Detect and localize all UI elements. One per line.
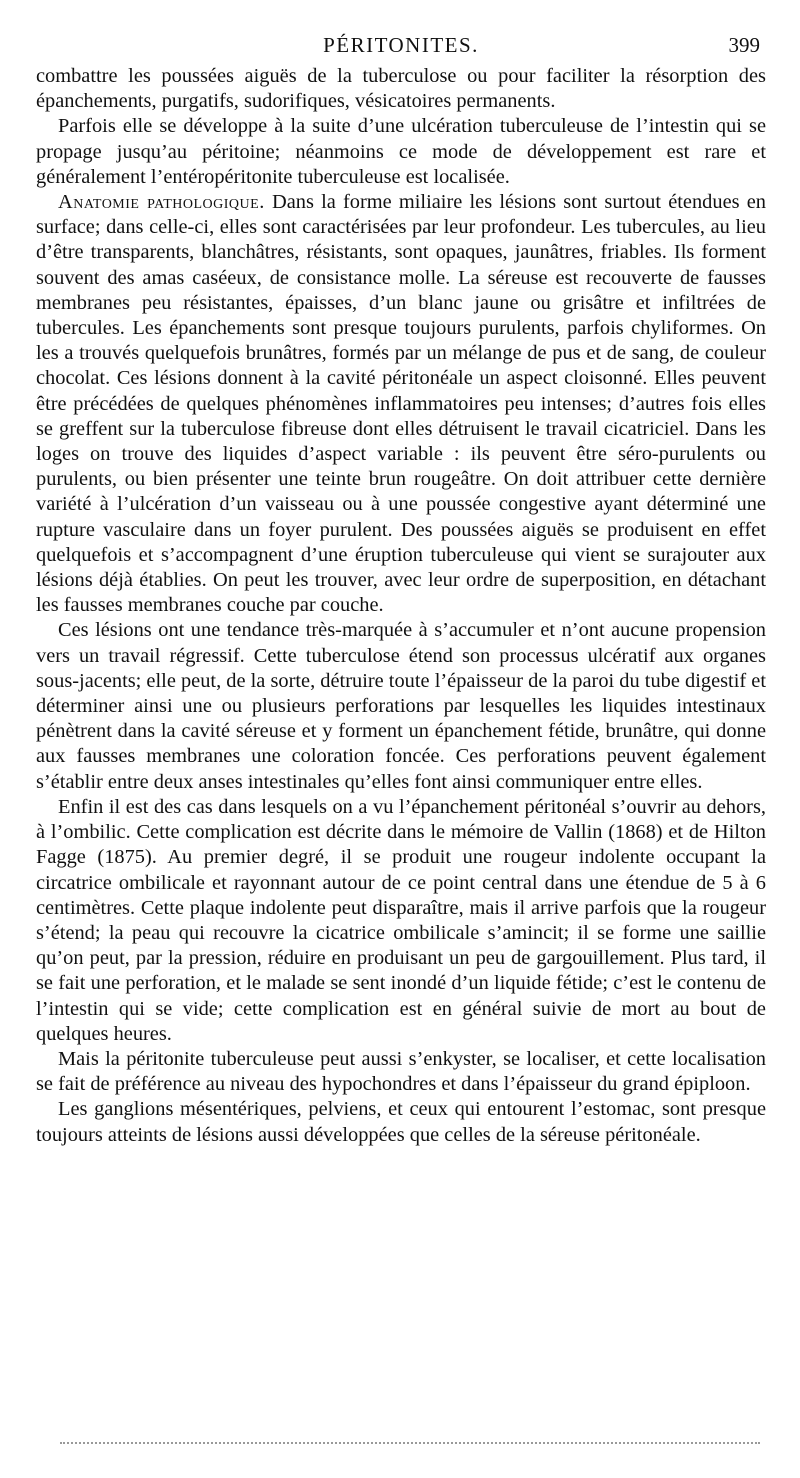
body-text	[36, 64, 766, 1148]
footer-dotted-rule	[60, 1442, 760, 1444]
section-heading: Anatomie pathologique.	[58, 191, 265, 214]
paragraph-pathological-anatomy	[36, 190, 766, 618]
running-title: PÉRITONITES.	[323, 33, 479, 57]
paragraph-lesion-tendency: Ces lésions ont une tendance très-marquée à s’accumuler et n’ont aucune propension vers un travail régressif. Cette tuberculose étend son processus ulcératif aux organes sous-jacents; elle peut, de la sorte, détruire toute l’épaisseur de la paroi du tube digestif et déterminer ainsi une ou plusieurs perforations par lesquelles les liquides intestinaux pénètrent dans la cavité séreuse et y forment un épanchement fétide, brunâtre, qui donne aux fausses membranes une coloration foncée. Ces perforations peuvent également s’établir entre deux anses intestinales qu’elles font ainsi communiquer entre elles.	[36, 619, 766, 793]
paragraph-pathological-anatomy-text: Dans la forme miliaire les lésions sont surtout étendues en surface; dans celle-ci, elles sont caractérisées par leur profondeur. Les tubercules, au lieu d’être transparents, blanchâtres, résistants, sont opaques, jaunâtres, friables. Ils forment souvent des amas caséeux, de consistance molle. La séreuse est recouverte de fausses membranes peu résistantes, épaisses, d’un blanc jaune ou grisâtre et infiltrées de tubercules. Les épanchements sont presque toujours purulents, parfois chyliformes. On les a trouvés quelquefois brunâtres, formés par un mélange de pus et de sang, de couleur chocolat. Ces lésions donnent à la cavité péritonéale un aspect cloisonné. Elles peuvent être précédées de quelques phénomènes inflammatoires peu intenses; d’autres fois elles se greffent sur la tuberculose fibreuse dont elles détruisent le travail cicatriciel. Dans les loges on trouve des liquides d’aspect variable : ils peuvent être séro-purulents ou purulents, ou bien présenter une teinte brun rougeâtre. On doit attribuer cette dernière variété à l’ulcération d’un vaisseau ou à une poussée congestive ayant déterminé une rupture vasculaire dans un foyer purulent. Des poussées aiguës se produisent en effet quelquefois et s’accompagnent d’une éruption tuberculeuse qui vient se surajouter aux lésions déjà établies. On peut les trouver, avec leur ordre de superposition, en détachant les fausses membranes couche par couche.	[36, 191, 766, 617]
page-number: 399	[728, 33, 760, 57]
paragraph-encysted-form: Mais la péritonite tuberculeuse peut aussi s’enkyster, se localiser, et cette localisation se fait de préférence au niveau des hypochondres et dans l’épaisseur du grand épiploon.	[36, 1047, 766, 1096]
paragraph-ganglia: Les ganglions mésentériques, pelviens, et ceux qui entourent l’estomac, sont presque toujours atteints de lésions aussi développées que celles de la séreuse péritonéale.	[36, 1098, 766, 1146]
running-header	[36, 30, 766, 64]
paragraph-umbilical-opening: Enfin il est des cas dans lesquels on a vu l’épanchement péritonéal s’ouvrir au dehors, à l’ombilic. Cette complication est décrite dans le mémoire de Vallin (1868) et de Hilton Fagge (1875). Au premier degré, il se produit une rougeur indolente occupant la circatrice ombilicale et rayonnant autour de ce point central dans une étendue de 5 à 6 centimètres. Cette plaque indolente peut disparaître, mais il arrive parfois que la rougeur s’étend; la peau qui recouvre la cicatrice ombilicale s’amincit; il se forme une saillie qu’on peut, par la pression, réduire en produisant un peu de gargouillement. Plus tard, il se fait une perforation, et le malade se sent inondé d’un liquide fétide; c’est le contenu de l’intestin qui se vide; cette complication est en général suivie de mort au bout de quelques heures.	[36, 795, 766, 1045]
paragraph-continuation: combattre les poussées aiguës de la tuberculose ou pour faciliter la résorption des épanchements, purgatifs, sudorifiques, vésicatoires permanents.	[36, 65, 766, 113]
paragraph-intestinal-origin: Parfois elle se développe à la suite d’une ulcération tuberculeuse de l’intestin qui se propage jusqu’au péritoine; néanmoins ce mode de développement est rare et généralement l’entéropéritonite tuberculeuse est localisée.	[36, 115, 766, 188]
